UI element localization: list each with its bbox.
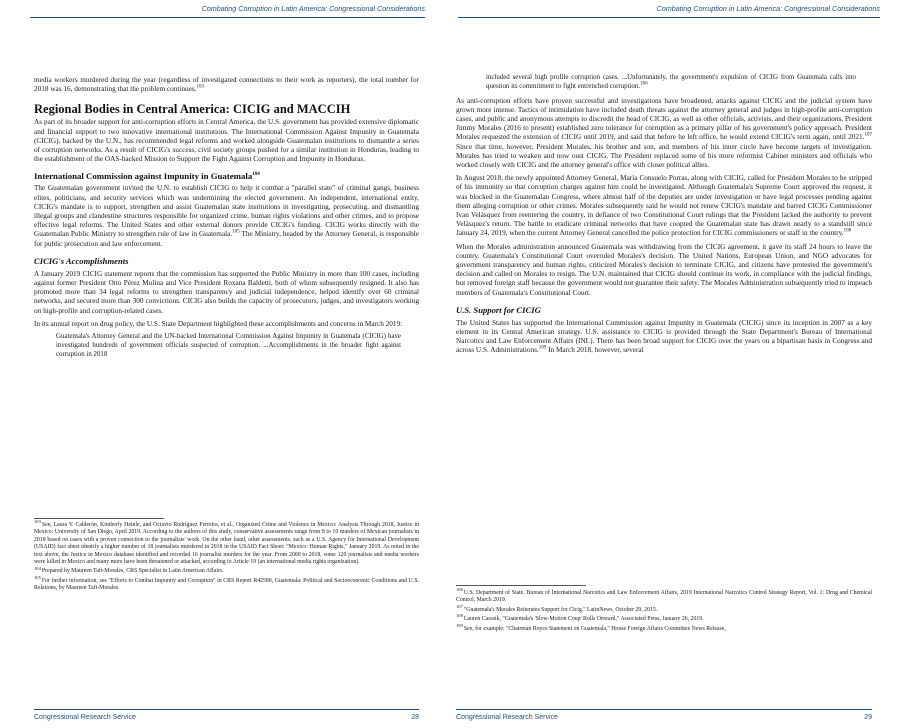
footnote (34, 565, 419, 575)
accomplishments-paragraph-1: A January 2019 CICIG statement reports that the commission has supported the Public Ministry in more than 100 cases, including against former President Otto Pérez Molina and Vice President Roxana Baldetti, both of whom subsequently resigned. It also has promoted more than 34 legal reforms to strengthen transparency and judicial independence, helped identify over 60 criminal networks, and secured more than 300 convictions. CICIG also builds the capacity of prosecutors, judges, and investigators working on high-profile and corruption-related cases. (34, 269, 419, 315)
paragraph-text: The United States has supported the International Commission against Impunity in Guatemala (CICIG) since its inception in 2007 as a key element in its Central American strategy. U.S. assistance to CICIG is provided through the State Department's Bureau of International Narcotics and Law Enforcement Affairs (INL). There has been broad support for CICIG over the years on a bipartisan basis in Congress and across U.S. Administrations. (456, 318, 872, 355)
paragraph-2 (456, 174, 872, 238)
footnote (456, 603, 872, 614)
paragraph-3: When the Morales administration announced Guatemala was withdrawing from the CICIG agreement, it gave its staff 24 hours to leave the country. Guatemala's Constitutional Court overruled Morales's decision. The United Nations, European Union, and NGO advocates for government transparency and human rights, criticized Morales's decision to terminate CICIG, and citizens have protested the government's decision and called on Morales to resign. The U.N. maintained that CICIG should continue its work, in compliance with the judicial findings, but removed foreign staff because the government would not guarantee their safety. The Morales Administration subsequently tried to impeach members of Guatemala's Constitutional Court. (456, 242, 872, 297)
intro-text: media workers murdered during the year (regardless of investigated connections to their work as reporters), the total number for 2018 was 16, demonstrating that the problem continues. (34, 76, 419, 94)
header-rule (458, 17, 880, 18)
footnote-number: 104 (34, 565, 41, 571)
footnote-text: "Guatemala's Morales Reiterates Support for Cicig," LatinNews, October 29, 2015. (463, 606, 658, 613)
page-header: Combating Corruption in Latin America: Congressional Considerations (201, 4, 425, 13)
footnote (456, 622, 872, 633)
footnote-rule (34, 518, 164, 519)
footnote-ref[interactable]: 107 (864, 133, 872, 138)
footnote-number: 105 (34, 574, 41, 580)
footnote-ref[interactable]: 106 (640, 81, 648, 87)
header-rule (30, 17, 425, 18)
footnote (456, 613, 872, 623)
paragraph-1 (456, 97, 872, 171)
paragraph-text: In March 2018, however, several (546, 346, 644, 355)
footnote-number: 109 (456, 622, 463, 628)
footnote-text: See, for example: "Chairman Royce Statement on Guatemala," House Foreign Affairs Committee News Release, (463, 625, 726, 632)
page-header: Combating Corruption in Latin America: Congressional Considerations (656, 4, 880, 13)
quote-text: included several high profile corruption cases. ...Unfortunately, the government's expulsion of CICIG from Guatemala calls into question its commitment to fight entrenched corruption. (486, 74, 856, 90)
footnote (34, 574, 419, 593)
cicig-text-b: The Ministry, headed by the Attorney General, is responsible for public prosecution and law enforcement. (34, 230, 420, 248)
footnote-number: 106 (456, 587, 463, 593)
footnote-rule (456, 585, 586, 586)
section-heading: Regional Bodies in Central America: CICIG and MACCIH (34, 102, 351, 117)
footnote-ref[interactable]: 109 (538, 346, 547, 352)
cicig-text-a: The Guatemalan government invited the U.N. to establish CICIG to help it combat a "parallel state" of criminal gangs, business elites, politicians, and security services which was undermining the elected government. An independent, international entity, CICIG's mandate is to support, strengthen and assist Guatemalan state institutions in investigating, prosecuting, and dismantling illegal groups and clandestine structures responsible for organized crime, human rights violations and other crimes, and to propose effective legal reforms. The United States and other external donors provide CICIG's funding. CICIG works directly with the Guatemalan Public Ministry to strengthen rule of law in Guatemala. (34, 184, 419, 239)
footnote-text: Lauren Carasik, "Guatemala's 'Slow-Motion Coup' Rolls Onward," Associated Press, January 26, 2019. (463, 616, 704, 623)
block-quote: Guatemala's Attorney General and the UN-backed International Commission Against Impunity in Guatemala (CICIG) have investigated hundreds of government officials suspected of corruption. ...Accomplishments in the broader fight against corruption in 2018 (56, 333, 401, 358)
footnote-text: For further information, see "Efforts to Combat Impunity and Corruption" in CRS Report R42580, Guatemala: Political and Socioeconomic Conditions and U.S. Relations, by Maureen Taft-Morales. (34, 577, 419, 592)
left-page (0, 0, 433, 728)
paragraph-4 (456, 319, 872, 356)
right-footnotes (456, 587, 872, 635)
footnote-ref[interactable]: 108 (843, 229, 852, 235)
footnote-text: U.S. Department of State, Bureau of International Narcotics and Law Enforcement Affairs, 2019 International Narcotics Control Strategy Report, Vol. 1: Drug and Chemical Control, March 2019. (456, 590, 872, 604)
right-page (450, 0, 900, 728)
intro-paragraph (34, 76, 419, 94)
footnote (34, 519, 419, 566)
cicig-paragraph (34, 184, 419, 248)
block-quote-continued (486, 74, 856, 92)
subheading (34, 171, 419, 182)
us-support-heading: U.S. Support for CICIG (456, 304, 541, 315)
paragraph-text: Since that time, however, President Morales, his brother and son, and members of his inner circle have become targets of investigation. Morales has tried to weaken and now oust CICIG. The President replaced some of his more reformist Cabinet ministers and officials who worked closely with CICIG and the attorney general's office with closer political allies. (456, 142, 872, 170)
footnote (456, 587, 872, 605)
footer-rule (34, 709, 419, 710)
footnote-number: 103 (34, 519, 41, 525)
page-number: 28 (411, 714, 419, 721)
subheading-text: International Commission against Impunity in Guatemala (34, 171, 253, 182)
footer-org: Congressional Research Service (34, 714, 136, 721)
footnote-ref[interactable]: 103 (196, 84, 204, 90)
page-gutter (433, 0, 450, 728)
footer-rule (456, 709, 872, 710)
accomplishments-heading: CICIG's Accomplishments (34, 255, 129, 266)
footnote-text: See, Laura Y. Calderón, Kimberly Heinle, and Octavio Rodríguez Ferreira, et al., Organized Crime and Violence in Mexico: Analysis Through 2018, Justice in Mexico: University of San Diego, April 2019. According to the authors of this study, conservative assessments range from 8 to 10 murders of Mexican journalists in 2018 based on cases with a proven connection to the journalists' work. On the other hand, other assessments, such as a U.S. Agency for International Development (USAID) fact sheet identify a higher number of 18 journalists murdered in 2018 in the USAID Fact Sheet: "Mexico: Human Rights," January 2019. As noted in the text above, the Justice in Mexico database identified and recorded 16 journalist murders for the year. From 2000 to 2018, some 120 journalists and media workers were killed in Mexico and many more have been threatened or attacked, according to Article 19 (an international media rights organization). (34, 522, 419, 566)
left-footnotes (34, 519, 419, 595)
footer-org: Congressional Research Service (456, 714, 558, 721)
footnote-number: 107 (456, 603, 463, 609)
right-page-body (456, 74, 872, 360)
section-paragraph: As part of its broader support for anti-corruption efforts in Central America, the U.S. government has provided extensive diplomatic and financial support to two innovative international institutions. The International Commission Against Impunity in Guatemala (CICIG), backed by the U.N., has recommended legal reforms and worked alongside Guatemalan institutions to dismantle a series of corruption networks. As a result of CICIG's success, civil society groups pushed for a similar institution in Honduras, leading to the establishment of the OAS-backed Mission to Support the Fight Against Corruption and Impunity in Honduras. (34, 118, 419, 164)
footnote-ref[interactable]: 104 (252, 172, 260, 178)
paragraph-text: In August 2018, the newly appointed Attorney General, María Consuelo Porras, along with CICIG, called for President Morales to be stripped of his immunity so that corruption charges against him could be investigated. Although Guatemala's Supreme Court approved the request, it was blocked in the Guatemalan Congress, where almost half of the deputies are under investigation or have legal processes pending against them alleging corruption or other crimes. Morales subsequently said he would not renew CICIG's mandate and barred CICIG Commissioner Ivan Velásquez from reentering the country, in defiance of two Constitutional Court rulings that the President lacked the authority to prevent Velásquez's return. The battle to eradicate criminal networks that have coopted the Guatemalan state has drawn nearly to a standstill since January 24, 2019, when the current Attorney General cancelled the police protection for CICIG commissioners or staff in the country. (456, 174, 872, 238)
page-number: 29 (864, 714, 872, 721)
left-page-body (34, 76, 419, 363)
accomplishments-paragraph-2: In its annual report on drug policy, the U.S. State Department highlighted these accomplishments and concerns in March 2019: (34, 319, 403, 328)
footnote-text: Prepared by Maureen Taft-Morales, CRS Specialist in Latin American Affairs. (41, 568, 224, 575)
paragraph-text: As anti-corruption efforts have proven successful and investigations have broadened, attacks against CICIG and the judicial system have grown more intense. Tactics of intimidation have included death threats against the attorney general and judges in high-profile anti-corruption cases, and public and anonymous attempts to discredit the head of CICIG, as well as other officials, activists, and their organizations. President Jimmy Morales (2016 to present) established zero tolerance for corruption as a primary pillar of his government's policy approach. President Morales requested the extension of CICIG until 2019, and said that before he left office, he would extend CICIG's term again, until 2021. (456, 96, 872, 142)
footnote-number: 108 (456, 613, 463, 619)
footnote-ref[interactable]: 105 (232, 230, 240, 236)
